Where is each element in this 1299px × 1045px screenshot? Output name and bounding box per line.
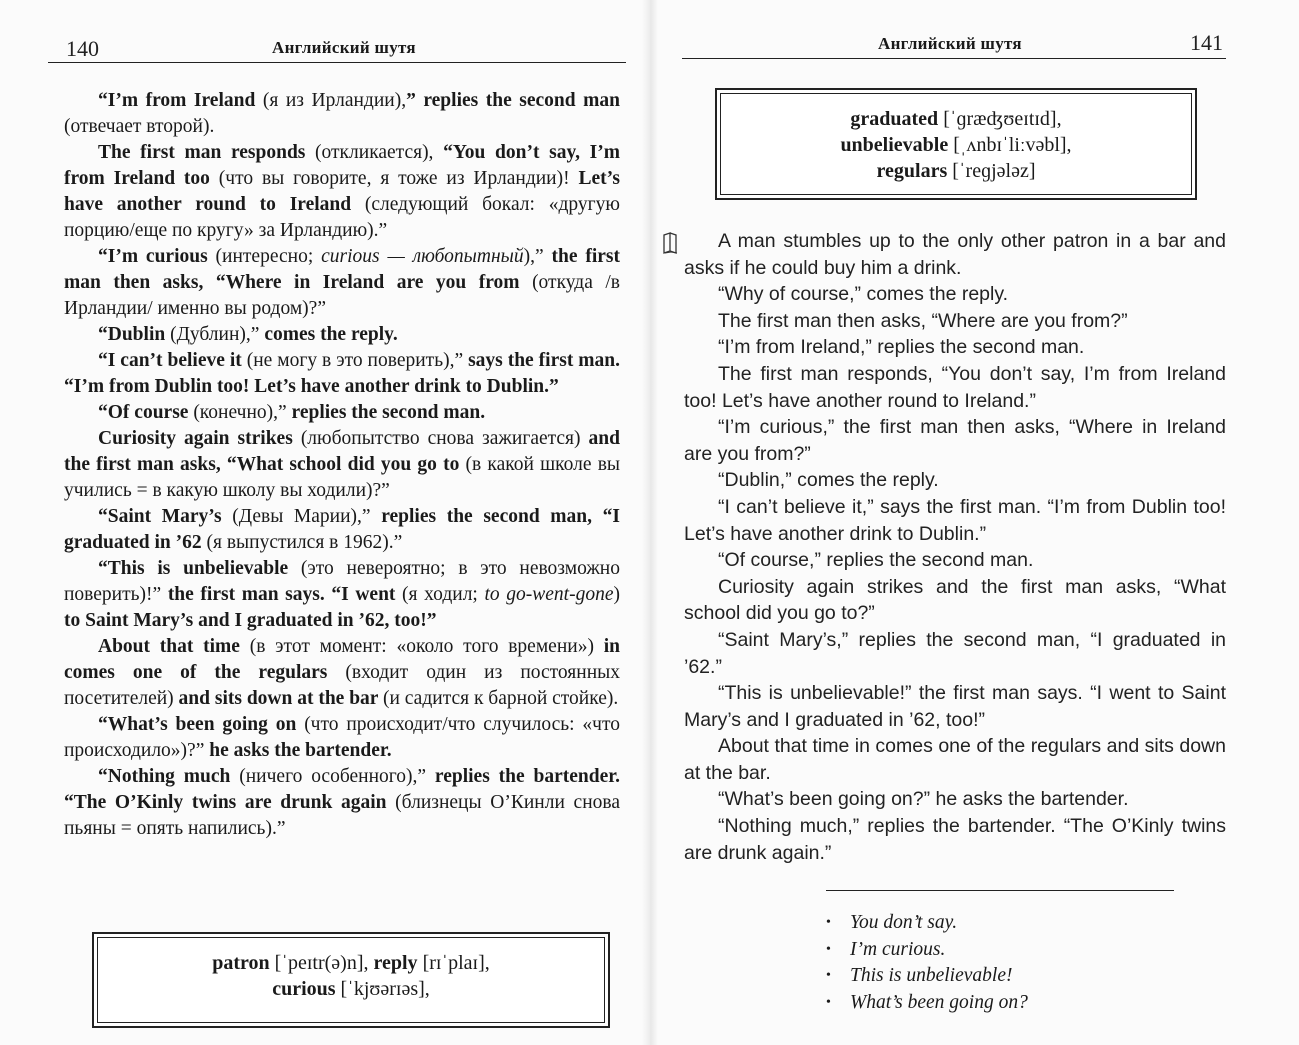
text-run: (в какой школе вы учились = в какую школу вы ходили)?” [64,454,620,501]
text-run: (интересно; [215,246,322,267]
left-paragraph [64,556,620,634]
text-run: “I’m curious [98,246,216,267]
text-run: “I’m from Ireland [98,90,263,111]
left-paragraph [64,348,620,400]
left-bilingual-text [64,88,620,842]
left-paragraph [64,88,620,140]
text-run: regulars [876,160,948,182]
text-run: (близнецы О’Кинли снова пьяны = опять напились).” [64,792,620,839]
text-run: unbelievable [840,134,949,156]
text-run: (любопытство снова зажигается) [300,428,589,449]
right-page-number: 141 [1190,30,1223,55]
right-paragraph: “Why of course,” comes the reply. [718,283,1009,306]
text-run: [rɪˈplaɪ], [417,952,490,974]
text-run: [ˈkjʊərɪəs], [335,978,430,1000]
text-run: replies the bartender. “The O’Kinly twins are drunk again [64,766,620,813]
text-run: “I can’t believe it [98,350,247,371]
left-paragraph [64,712,620,764]
text-run: (и садится к барной стойке). [382,688,619,709]
vocab-line [717,132,1195,158]
right-paragraph: “I’m curious,” the first man then asks, “Where in Ireland are you from?” [684,416,1226,465]
left-paragraph [64,764,620,842]
text-run: (следующий бокал: «другую порцию/еще по кругу» за Ирландию).” [64,194,620,241]
right-paragraph: The first man then asks, “Where are you from?” [718,309,1128,332]
left-paragraph [64,426,620,504]
left-paragraph [64,244,620,322]
text-run: About that time [98,636,250,657]
text-run: (я из Ирландии), [262,90,407,111]
text-run: (откликается), [315,142,444,163]
text-run: (входит один из постоянных посетителей) [64,662,620,709]
text-run: the first man says. “I went [167,584,403,605]
text-run: to Saint Mary’s and I graduated in ’62, too!” [64,610,437,631]
key-phrase: • You don’t say. [826,910,1028,937]
phrases-divider [826,890,1174,891]
text-run: [ˈreɡjələz] [947,160,1036,182]
text-run: “Nothing much [98,766,240,787]
text-run: “You don’t say, I’m from Ireland too [64,142,620,189]
text-run: (я ходил; [402,584,485,605]
left-vocab-box [92,932,610,1028]
text-run: [ˈɡræʤʊeɪtɪd], [938,108,1062,130]
book-icon [662,232,680,254]
right-paragraph: “I can’t believe it,” says the first man. “I’m from Dublin too! Let’s have another drink to Dublin.” [684,495,1226,545]
text-run: “Saint Mary’s [98,506,233,527]
text-run: curious — любопытный [321,246,524,267]
text-run: ),” [523,246,552,267]
left-paragraph [64,504,620,556]
text-run: patron [212,952,270,974]
text-run: (в этот момент: «около того времени») [249,636,604,657]
right-paragraph: A man stumbles up to the only other patron in a bar and asks if he could buy him a drink. [684,230,1226,279]
left-paragraph [64,322,620,348]
text-run: [ˌʌnbɪˈliːvəbl], [948,134,1072,156]
text-run: [ˈpeɪtr(ə)n], [269,952,374,974]
right-paragraph: “Dublin,” comes the reply. [718,469,939,492]
left-paragraph [64,400,620,426]
text-run: (Дублин),” [170,324,265,345]
right-vocab-box [715,88,1197,200]
text-run: to go-went-gone [484,584,614,605]
right-paragraph: About that time in comes one of the regulars and sits down at the bar. [684,735,1226,784]
text-run: (отвечает второй). [64,116,215,137]
left-page-number: 140 [66,36,99,61]
text-run: (Девы Марии),” [232,506,382,527]
right-paragraph: “Nothing much,” replies the bartender. “The O’Kinly twins are drunk again.” [684,815,1226,864]
right-english-text [684,228,1226,866]
text-run: ) [613,584,621,605]
vocab-line [94,950,608,976]
text-run: curious [272,978,336,1000]
text-run: says the first man. “I’m from Dublin too! Let’s have another drink to Dublin.” [64,350,620,397]
text-run: comes the reply. [264,324,398,345]
key-phrase: • This is unbelievable! [826,963,1028,990]
vocab-line [717,158,1195,184]
text-run: and the first man asks, “What school did you go to [64,428,620,475]
text-run: (что вы говорите, я тоже из Ирландии)! [218,168,579,189]
key-phrases-list [826,910,1028,1016]
right-paragraph: “Of course,” replies the second man. [718,549,1034,572]
vocab-line [717,106,1195,132]
text-run: replies the second man. [291,402,486,423]
text-run: and sits down at the bar [178,688,383,709]
text-run: graduated [850,108,939,130]
key-phrase: • What’s been going on? [826,990,1028,1017]
right-paragraph: “This is unbelievable!” the first man says. “I went to Saint Mary’s and I graduated in ’62, too!” [684,682,1226,731]
left-header-rule [48,62,626,63]
text-run: “Dublin [98,324,171,345]
text-run: Let’s have another round to Ireland [64,168,620,215]
right-paragraph: Curiosity again strikes and the first man asks, “What school did you go to?” [684,575,1226,625]
text-run: (я выпустился в 1962).” [206,532,403,553]
text-run: (ничего особенного),” [239,766,435,787]
text-run: replies the second man, “I graduated in ’62 [64,506,620,553]
right-running-header: Английский шутя [878,34,1022,53]
right-paragraph: “What’s been going on?” he asks the bartender. [718,788,1129,811]
text-run: reply [373,952,418,974]
right-paragraph: “I’m from Ireland,” replies the second man. [718,336,1085,359]
left-paragraph [64,634,620,712]
key-phrase: • I’m curious. [826,937,1028,964]
text-run: in comes one of the regulars [64,636,620,683]
text-run: “This is unbelievable [98,558,301,579]
vocab-line [94,976,608,1002]
text-run: the first man then asks, “Where in Ireland are you from [64,246,620,293]
right-header-rule [682,58,1226,59]
text-run: (это невероятно; в это невозможно поверить)!” [64,558,620,605]
text-run: he asks the bartender. [209,740,392,761]
right-paragraph: The first man responds, “You don’t say, I’m from Ireland too! Let’s have another round to Ireland.” [684,362,1226,412]
right-paragraph: “Saint Mary’s,” replies the second man, “I graduated in ’62.” [684,628,1226,678]
text-run: (что происходит/что случилось: «что происходило»)?” [64,714,620,761]
text-run: “What’s been going on [98,714,305,735]
text-run: (откуда /в Ирландии/ именно вы родом)?” [64,272,620,319]
left-running-header: Английский шутя [272,38,416,57]
text-run: (конечно),” [193,402,292,423]
text-run: Curiosity again strikes [98,428,301,449]
text-run: ” replies the second man [406,90,620,111]
text-run: (не могу в это поверить),” [246,350,469,371]
text-run: “Of course [98,402,194,423]
left-paragraph [64,140,620,244]
text-run: The first man responds [98,142,316,163]
